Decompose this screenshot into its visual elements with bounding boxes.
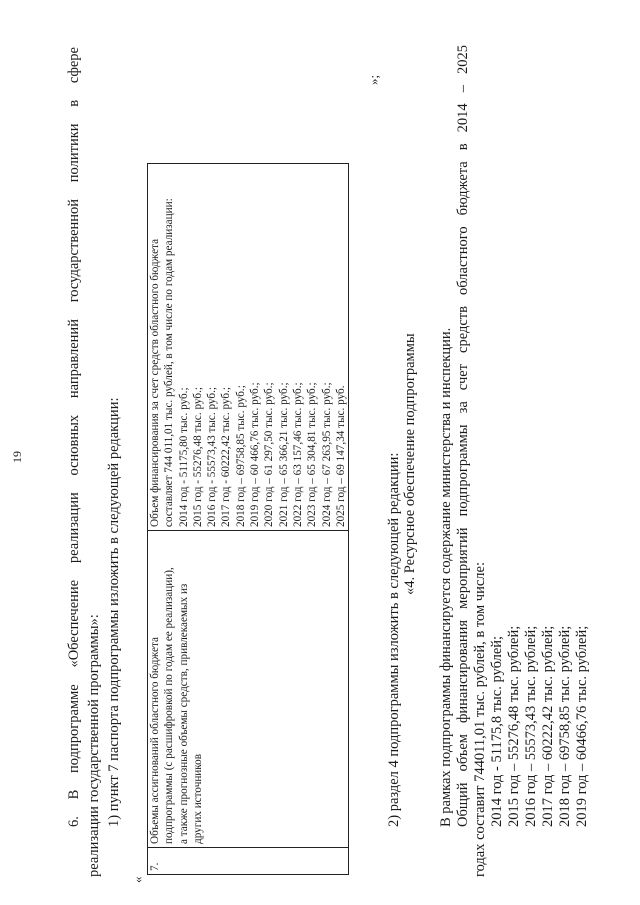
value-line: 2020 год – 61 297,50 тыс. руб.;: [263, 382, 276, 527]
value-line: 2023 год – 65 304,81 тыс. руб.;: [306, 382, 319, 527]
value-line: 2021 год – 65 366,21 тыс. руб.;: [277, 382, 290, 527]
row-value-cell: [148, 164, 349, 531]
paragraph-6-line-2: реализации государственной программы»:: [86, 614, 102, 877]
value-line: 2015 год - 55276,48 тыс. руб.;: [191, 387, 204, 527]
year-item: 2014 год - 51175,8 тыс. рублей;: [489, 635, 505, 827]
label-line: а также прогнозные объемы средств, привлекаемых из: [177, 583, 190, 844]
value-line: Объем финансирования за счет средств областного бюджета: [149, 238, 161, 527]
value-line: составляет 744 011,01 тыс. рублей, в том числе по годам реализации:: [163, 198, 176, 527]
year-item: 2017 год – 60222,42 тыс. рублей;: [540, 625, 556, 827]
value-line: 2019 год – 60 466,76 тыс. руб.;: [249, 382, 262, 527]
table-row: [148, 164, 349, 875]
paragraph-6-line-3: 1) пункт 7 паспорта подпрограммы изложить в следующей редакции:: [106, 397, 122, 827]
body-line-2: Общий объем финансирования мероприятий подпрограммы за счет средств областного бюджета в 2014 – 2025: [455, 45, 471, 827]
year-item: 2016 год – 55573,43 тыс. рублей;: [523, 625, 539, 827]
row-number: 7.: [148, 848, 349, 875]
label-line: Объемы ассигнований областного бюджета: [149, 637, 161, 844]
paragraph-2-line: 2) раздел 4 подпрограммы изложить в следующей редакции:: [386, 452, 402, 827]
body-line-1: В рамках подпрограммы финансируется содержание министерства и инспекции.: [438, 327, 454, 827]
value-line: 2017 год - 60222,42 тыс. руб.;: [220, 387, 233, 527]
value-line: 2022 год – 63 157,46 тыс. руб.;: [291, 382, 304, 527]
value-line: 2014 год - 51175,80 тыс. руб.;: [177, 387, 190, 527]
value-line: 2018 год – 69758,85 тыс. руб.;: [234, 385, 247, 527]
table-close-quote: »;: [366, 74, 381, 85]
row-label-cell: [148, 531, 349, 848]
section-4-heading: «4. Ресурсное обеспечение подпрограммы: [402, 333, 418, 595]
label-line: подпрограммы (с расшифровкой по годам ее реализации),: [163, 567, 176, 844]
label-line: других источников: [191, 753, 204, 844]
year-item: 2018 год – 69758,85 тыс. рублей;: [557, 625, 573, 827]
table-open-quote: «: [130, 876, 145, 883]
year-item: 2015 год – 55276,48 тыс. рублей;: [506, 625, 522, 827]
value-line: 2024 год – 67 263,95 тыс. руб.;: [320, 382, 333, 527]
body-line-3: годах составит 744011,01 тыс. рублей, в том числе:: [472, 562, 488, 877]
year-item: 2019 год – 60466,76 тыс. рублей;: [574, 625, 590, 827]
value-line: 2016 год - 55573,43 тыс. руб.;: [206, 387, 219, 527]
value-line: 2025 год – 69 147,34 тыс. руб.: [334, 385, 347, 527]
paragraph-6-line-1: 6. В подпрограмме «Обеспечение реализации основных направлений государственной политики в сфере: [66, 47, 82, 827]
page-number: 19: [10, 451, 24, 463]
passport-table: [147, 163, 349, 875]
